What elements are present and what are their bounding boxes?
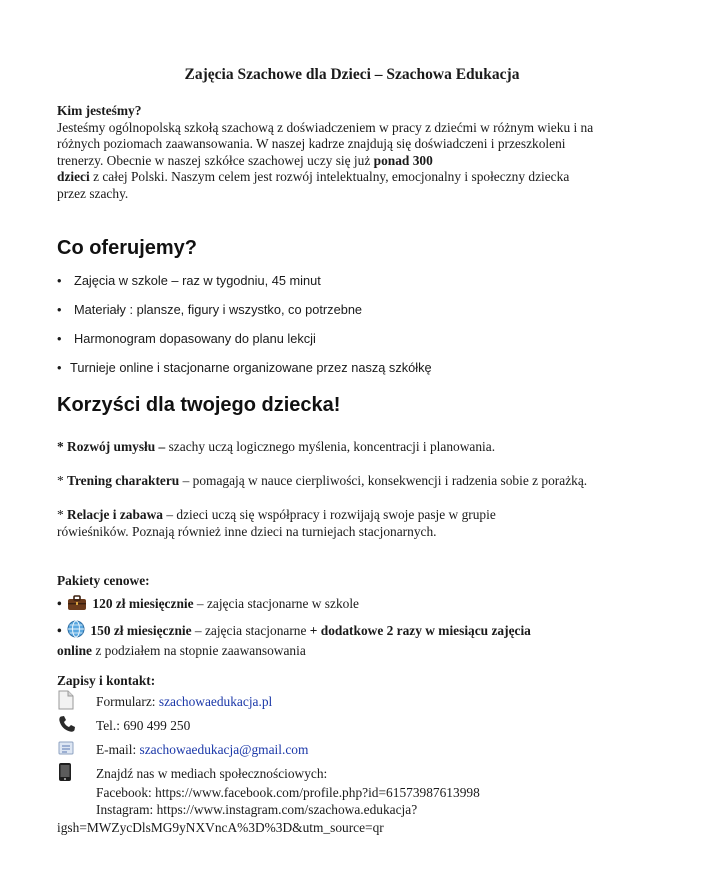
- briefcase-icon: [67, 595, 87, 615]
- benefit-star: *: [57, 439, 68, 454]
- email-icon: [58, 741, 74, 760]
- globe-icon: [67, 620, 85, 642]
- instagram-link-continued[interactable]: igsh=MWZycDlsMG9yNXVncA%3D%3D&utm_source=qr: [57, 820, 384, 835]
- mobile-phone-icon: [58, 762, 72, 787]
- offer-item-text: Turnieje online i stacjonarne organizowane przez naszą szkółkę: [70, 360, 432, 375]
- bullet: •: [57, 596, 62, 611]
- offer-item-text: Materiały : plansze, figury i wszystko, co potrzebne: [74, 302, 363, 317]
- benefit-bold: Relacje i zabawa: [67, 507, 163, 522]
- price-extra: online: [57, 643, 92, 658]
- intro-text: z całej Polski. Naszym celem jest rozwój intelektualny, emocjonalny i społeczny dziecka: [89, 169, 570, 185]
- bullet: •: [57, 360, 62, 375]
- intro-bold: dzieci: [57, 169, 90, 185]
- benefit-bold: Rozwój umysłu –: [67, 439, 166, 454]
- price-package: [57, 595, 657, 615]
- offer-item: [57, 360, 432, 375]
- contact-form: [96, 694, 272, 710]
- benefits-heading: Korzyści dla twojego dziecka!: [57, 394, 341, 416]
- price-desc: – zajęcia stacjonarne: [191, 623, 310, 638]
- price-amount: 150 zł miesięcznie: [90, 623, 192, 638]
- document-icon: [58, 690, 74, 715]
- intro-line: Jesteśmy ogólnopolską szkołą szachową z doświadczeniem w pracy z dziećmi w różnym wieku i na: [57, 119, 594, 135]
- intro-line: [57, 169, 657, 186]
- facebook-link[interactable]: Facebook: https://www.facebook.com/profile.php?id=61573987613998: [96, 785, 480, 800]
- offer-item: [57, 302, 362, 317]
- intro-line: różnych poziomach zaawansowania. W naszej kadrze znajdują się doświadczeni i przeszkoleni: [57, 136, 566, 152]
- intro-line: przez szachy.: [57, 185, 129, 201]
- price-package: [57, 620, 657, 659]
- contact-social: Znajdź nas w mediach społecznościowych:: [96, 766, 328, 781]
- pricing-heading: Pakiety cenowe:: [57, 573, 150, 588]
- intro-line: [57, 153, 657, 170]
- benefit-item: [57, 506, 657, 540]
- bullet: •: [57, 623, 62, 638]
- bullet: •: [57, 273, 62, 288]
- offer-item-text: Harmonogram dopasowany do planu lekcji: [74, 331, 316, 346]
- offer-item-text: Zajęcia w szkole – raz w tygodniu, 45 minut: [74, 273, 321, 288]
- benefit-star: *: [57, 473, 68, 488]
- benefit-item: [57, 438, 657, 455]
- contact-email: [96, 742, 308, 758]
- benefit-item: [57, 472, 657, 489]
- benefit-star: *: [57, 507, 68, 522]
- price-desc: z podziałem na stopnie zaawansowania: [91, 643, 306, 658]
- intro-heading: Kim jesteśmy?: [57, 103, 142, 118]
- instagram-link[interactable]: Instagram: https://www.instagram.com/szachowa.edukacja?: [96, 802, 418, 817]
- price-desc: – zajęcia stacjonarne w szkole: [193, 596, 360, 611]
- bullet: •: [57, 331, 62, 346]
- contact-heading: Zapisy i kontakt:: [57, 673, 156, 688]
- intro-section: [57, 103, 657, 203]
- price-extra: + dodatkowe 2 razy w miesiącu zajęcia: [309, 623, 531, 638]
- benefit-text: – dzieci uczą się współpracy i rozwijają swoje pasje w grupie: [163, 507, 496, 522]
- benefit-text: – pomagają w nauce cierpliwości, konsekwencji i radzenia sobie z porażką.: [179, 473, 588, 488]
- intro-bold: ponad 300: [373, 152, 433, 168]
- offer-item: [57, 331, 316, 346]
- form-link[interactable]: szachowaedukacja.pl: [158, 694, 273, 709]
- benefit-text: szachy uczą logicznego myślenia, koncentracji i planowania.: [165, 439, 496, 454]
- phone-icon: [58, 715, 76, 738]
- offer-heading: Co oferujemy?: [57, 237, 198, 259]
- price-amount: 120 zł miesięcznie: [92, 596, 194, 611]
- benefit-text: rówieśników. Poznają również inne dzieci na turniejach stacjonarnych.: [57, 524, 437, 539]
- bullet: •: [57, 302, 62, 317]
- intro-text: trenerzy. Obecnie w naszej szkółce szachowej uczy się już: [57, 152, 374, 168]
- document-title: Zajęcia Szachowe dla Dzieci – Szachowa Edukacja: [184, 66, 520, 83]
- offer-item: [57, 273, 321, 288]
- contact-phone: Tel.: 690 499 250: [96, 718, 191, 733]
- email-link[interactable]: szachowaedukacja@gmail.com: [139, 742, 309, 757]
- benefit-bold: Trening charakteru: [67, 473, 180, 488]
- form-label: Formularz:: [96, 694, 159, 709]
- email-label: E-mail:: [96, 742, 140, 757]
